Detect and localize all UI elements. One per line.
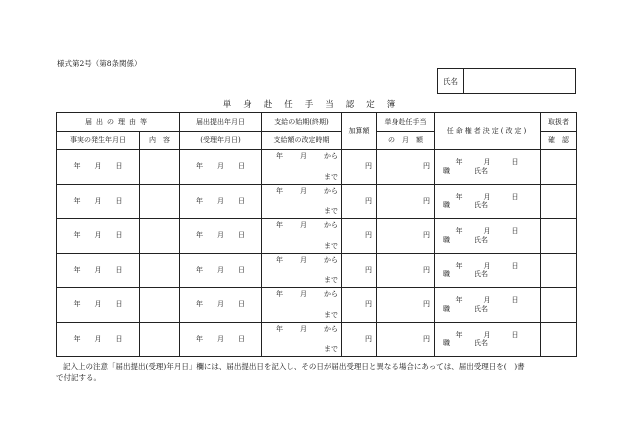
yen-text: 円 — [423, 265, 430, 274]
added-amount-cell[interactable] — [342, 322, 377, 357]
monthly-amount-cell[interactable] — [377, 322, 435, 357]
header-handler — [541, 113, 577, 132]
yen-text: 円 — [423, 334, 430, 343]
occurrence-date-cell[interactable] — [57, 150, 140, 185]
monthly-amount-cell[interactable] — [377, 288, 435, 323]
yen-text: 円 — [365, 265, 372, 274]
appoint-year-text: 年 — [455, 296, 463, 304]
submit-date-cell[interactable] — [180, 288, 262, 323]
yen-text: 円 — [365, 334, 372, 343]
header-monthly-line1: 単身赴任手当 — [384, 117, 427, 126]
occurrence-date-text: 年 月 日 — [73, 334, 123, 343]
submit-date-text: 年 月 日 — [196, 196, 245, 205]
appoint-day-text: 日 — [511, 261, 519, 270]
header-reason-group: 届出の理由等 — [57, 113, 180, 132]
document-title: 単身赴任手当認定簿 — [222, 100, 408, 110]
appoint-day-text: 日 — [511, 158, 519, 166]
added-amount-cell[interactable] — [342, 150, 377, 185]
appoint-year-text: 年 — [455, 261, 463, 270]
occurrence-date-cell[interactable] — [57, 253, 140, 288]
month-text: 月 — [300, 152, 307, 160]
content-cell[interactable] — [140, 288, 180, 323]
name-box — [437, 68, 576, 94]
until-text: まで — [324, 241, 338, 250]
header-submit-date — [180, 113, 262, 132]
appoint-year-text: 年 — [455, 330, 463, 339]
header-occurrence-date: 事実の発生年月日 — [57, 132, 140, 150]
header-payment-line1: 支給の始期(終期) — [274, 117, 329, 126]
yen-text: 円 — [423, 300, 430, 309]
appoint-day-text: 日 — [511, 192, 519, 201]
appoint-month-text: 月 — [483, 227, 491, 235]
table-row — [57, 184, 577, 219]
until-text: まで — [324, 207, 338, 216]
occurrence-date-text: 年 月 日 — [73, 231, 123, 240]
appointer-cell[interactable] — [435, 288, 541, 323]
yen-text: 円 — [365, 231, 372, 240]
occurrence-date-text: 年 月 日 — [73, 265, 123, 274]
added-amount-cell[interactable] — [342, 253, 377, 288]
handler-confirm-cell[interactable] — [541, 184, 577, 219]
yen-text: 円 — [423, 196, 430, 205]
position-text: 職 — [443, 235, 450, 244]
appointer-cell[interactable] — [435, 150, 541, 185]
appointer-cell[interactable] — [435, 253, 541, 288]
submit-date-cell[interactable] — [180, 184, 262, 219]
submit-date-text: 年 月 日 — [196, 334, 245, 343]
year-text: 年 — [276, 290, 283, 298]
submit-date-text: 年 月 日 — [196, 300, 245, 309]
payment-period-cell[interactable] — [262, 253, 342, 288]
payment-period-cell[interactable] — [262, 288, 342, 323]
position-text: 職 — [443, 339, 450, 348]
month-text: 月 — [300, 290, 307, 298]
form-number-label: 様式第2号（第8条関係） — [57, 59, 142, 68]
appoint-name-text: 氏名 — [474, 339, 488, 348]
month-text: 月 — [300, 221, 307, 229]
appoint-year-text: 年 — [455, 227, 463, 235]
entry-note — [56, 362, 578, 384]
submit-date-cell[interactable] — [180, 150, 262, 185]
until-text: まで — [324, 310, 338, 319]
yen-text: 円 — [423, 162, 430, 171]
yen-text: 円 — [365, 300, 372, 309]
submit-date-cell[interactable] — [180, 253, 262, 288]
until-text: まで — [324, 345, 338, 354]
year-text: 年 — [276, 152, 283, 160]
monthly-amount-cell[interactable] — [377, 253, 435, 288]
occurrence-date-text: 年 月 日 — [73, 196, 123, 205]
appoint-month-text: 月 — [483, 158, 491, 166]
submit-date-cell[interactable] — [180, 219, 262, 254]
header-submit-date-line2: (受理年月日) — [180, 132, 262, 150]
handler-confirm-cell[interactable] — [541, 219, 577, 254]
monthly-amount-cell[interactable] — [377, 150, 435, 185]
appoint-name-text: 氏名 — [474, 166, 488, 175]
occurrence-date-text: 年 月 日 — [73, 162, 123, 171]
appoint-month-text: 月 — [483, 296, 491, 304]
monthly-amount-cell[interactable] — [377, 184, 435, 219]
handler-confirm-cell[interactable] — [541, 288, 577, 323]
submit-date-cell[interactable] — [180, 322, 262, 357]
from-text: から — [324, 324, 338, 333]
year-text: 年 — [276, 255, 283, 264]
from-text: から — [324, 290, 338, 298]
yen-text: 円 — [423, 231, 430, 240]
appoint-name-text: 氏名 — [474, 235, 488, 244]
payment-period-cell[interactable] — [262, 219, 342, 254]
appoint-year-text: 年 — [455, 158, 463, 166]
occurrence-date-cell[interactable] — [57, 219, 140, 254]
table-row — [57, 150, 577, 185]
header-submit-date-line1: 届出提出年月日 — [196, 117, 245, 126]
yen-text: 円 — [365, 162, 372, 171]
content-cell[interactable] — [140, 322, 180, 357]
handler-confirm-cell[interactable] — [541, 150, 577, 185]
month-text: 月 — [300, 255, 307, 264]
from-text: から — [324, 255, 338, 264]
table-row — [57, 288, 577, 323]
added-amount-cell[interactable] — [342, 219, 377, 254]
appointer-cell[interactable] — [435, 184, 541, 219]
header-content: 内 容 — [140, 132, 180, 150]
year-text: 年 — [276, 186, 283, 195]
appointer-cell[interactable] — [435, 322, 541, 357]
content-cell[interactable] — [140, 253, 180, 288]
header-handler-line1: 取扱者 — [548, 117, 569, 126]
monthly-amount-cell[interactable] — [377, 219, 435, 254]
yen-text: 円 — [365, 196, 372, 205]
added-amount-cell[interactable] — [342, 288, 377, 323]
table-row — [57, 253, 577, 288]
appoint-name-text: 氏名 — [474, 304, 488, 313]
from-text: から — [324, 186, 338, 195]
handler-confirm-cell[interactable] — [541, 253, 577, 288]
appoint-day-text: 日 — [511, 227, 519, 235]
header-appointer: 任命権者決定(改定) — [435, 113, 541, 150]
year-text: 年 — [276, 221, 283, 229]
appoint-name-text: 氏名 — [474, 270, 488, 279]
appoint-day-text: 日 — [511, 296, 519, 304]
added-amount-cell[interactable] — [342, 184, 377, 219]
content-cell[interactable] — [140, 184, 180, 219]
name-field[interactable] — [464, 69, 575, 93]
occurrence-date-cell[interactable] — [57, 322, 140, 357]
header-monthly-line2: の 月 額 — [377, 132, 435, 150]
position-text: 職 — [443, 304, 450, 313]
header-payment-line2: 支給額の改定時期 — [262, 132, 342, 150]
month-text: 月 — [300, 324, 307, 333]
until-text: まで — [324, 172, 338, 181]
until-text: まで — [324, 276, 338, 285]
from-text: から — [324, 221, 338, 229]
payment-period-cell[interactable] — [262, 150, 342, 185]
submit-date-text: 年 月 日 — [196, 265, 245, 274]
header-handler-line2: 確 認 — [541, 132, 577, 150]
table-row — [57, 219, 577, 254]
payment-period-cell[interactable] — [262, 322, 342, 357]
appointer-cell[interactable] — [435, 219, 541, 254]
header-payment — [262, 113, 342, 132]
appoint-name-text: 氏名 — [474, 201, 488, 210]
appoint-month-text: 月 — [483, 330, 491, 339]
content-cell[interactable] — [140, 150, 180, 185]
occurrence-date-text: 年 月 日 — [73, 300, 123, 309]
position-text: 職 — [443, 270, 450, 279]
appoint-year-text: 年 — [455, 192, 463, 201]
payment-period-cell[interactable] — [262, 184, 342, 219]
from-text: から — [324, 152, 338, 160]
handler-confirm-cell[interactable] — [541, 322, 577, 357]
submit-date-text: 年 月 日 — [196, 162, 245, 171]
table-row — [57, 322, 577, 357]
name-label: 氏名 — [438, 69, 464, 93]
appoint-month-text: 月 — [483, 261, 491, 270]
header-monthly — [377, 113, 435, 132]
entry-note-line2: で付記する。 — [56, 372, 101, 382]
header-added-amount: 加算額 — [342, 113, 377, 150]
position-text: 職 — [443, 166, 450, 175]
occurrence-date-cell[interactable] — [57, 288, 140, 323]
appoint-month-text: 月 — [483, 192, 491, 201]
entry-note-line1: 記入上の注意「届出提出(受理)年月日」欄には、届出提出日を記入し、その日が届出受理日と異なる場合にあっては、届出受理日を( )書 — [63, 362, 525, 371]
submit-date-text: 年 月 日 — [196, 231, 245, 240]
appoint-day-text: 日 — [511, 330, 519, 339]
month-text: 月 — [300, 186, 307, 195]
year-text: 年 — [276, 324, 283, 333]
certification-table — [56, 112, 577, 357]
occurrence-date-cell[interactable] — [57, 184, 140, 219]
content-cell[interactable] — [140, 219, 180, 254]
position-text: 職 — [443, 201, 450, 210]
